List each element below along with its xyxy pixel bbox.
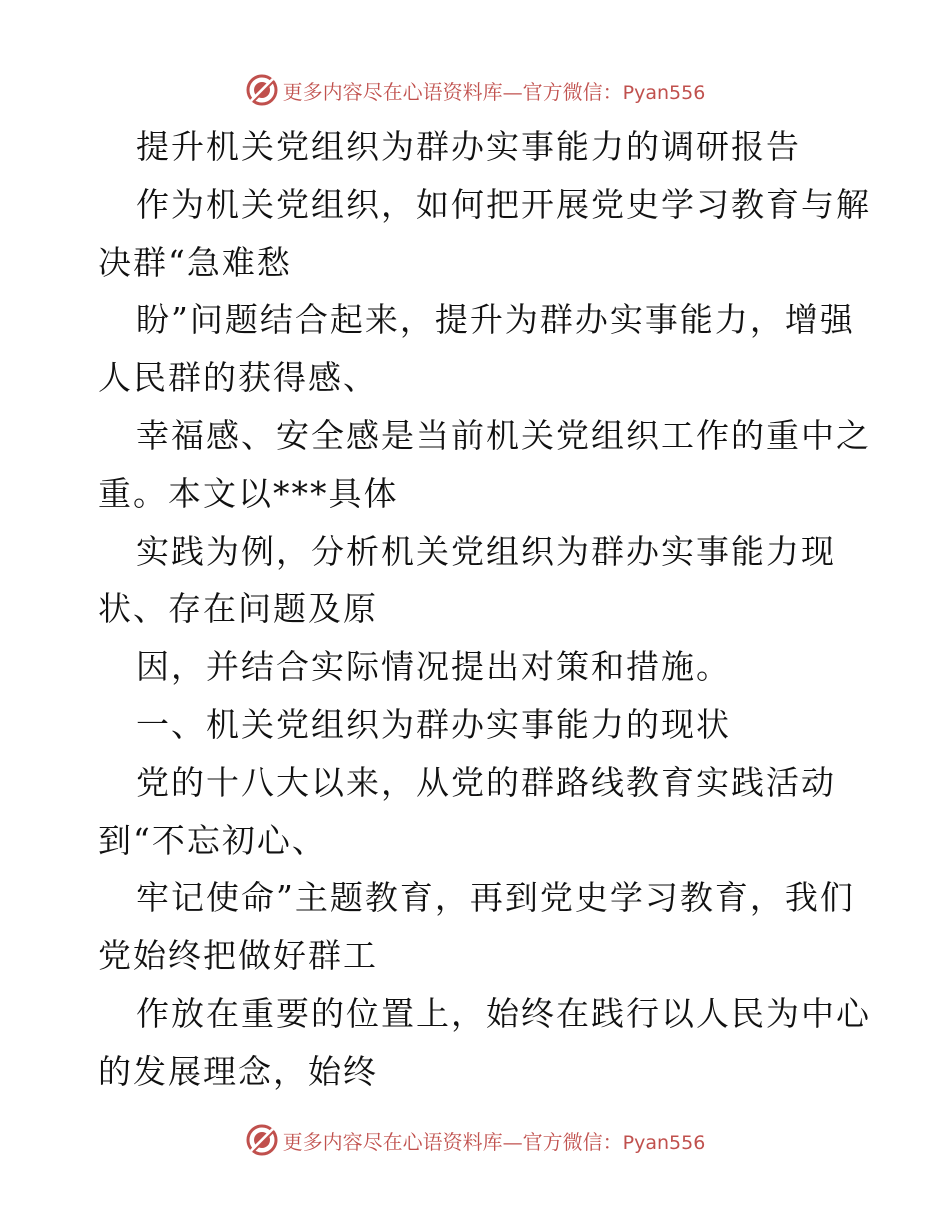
document-title: 提升机关党组织为群办实事能力的调研报告	[136, 127, 801, 166]
text-line: 状、存在问题及原	[98, 589, 378, 629]
pen-seal-icon	[245, 73, 279, 107]
text-line: 的发展理念，始终	[98, 1051, 378, 1091]
banner-wechat-label: 官方微信：	[522, 79, 623, 104]
banner-brand: 更多内容尽在心语资料库	[282, 79, 503, 104]
header-banner	[0, 70, 950, 110]
text-line: 党始终把做好群工	[98, 936, 378, 976]
banner-wechat-label: 官方微信：	[522, 1129, 623, 1154]
text-line: 牢记使命”主题教育，再到党史学习教育，我们	[136, 878, 855, 918]
text-line: 盼”问题结合起来，提升为群办实事能力，增强	[136, 300, 855, 340]
text-line: 因，并结合实际情况提出对策和措施。	[136, 647, 731, 687]
text-line: 到“不忘初心、	[98, 820, 327, 860]
text-line: 党的十八大以来，从党的群路线教育实践活动	[136, 762, 836, 802]
section-heading: 一、机关党组织为群办实事能力的现状	[136, 704, 731, 744]
pen-seal-icon	[245, 1123, 279, 1157]
banner-separator: —	[502, 79, 523, 104]
banner-text	[283, 76, 706, 105]
text-line: 作放在重要的位置上，始终在践行以人民为中心	[136, 993, 871, 1033]
document-body	[98, 118, 871, 1101]
text-line: 人民群的获得感、	[98, 358, 378, 398]
text-line: 幸福感、安全感是当前机关党组织工作的重中之	[136, 415, 871, 455]
banner-text	[283, 1126, 706, 1155]
text-line: 决群“急难愁	[98, 242, 292, 282]
text-line: 实践为例，分析机关党组织为群办实事能力现	[136, 531, 836, 571]
text-line: 作为机关党组织，如何把开展党史学习教育与解	[136, 184, 871, 224]
footer-banner	[0, 1120, 950, 1160]
banner-brand: 更多内容尽在心语资料库	[282, 1129, 503, 1154]
banner-wechat-id: Pyan556	[622, 1131, 706, 1154]
banner-wechat-id: Pyan556	[622, 81, 706, 104]
text-line: 重。本文以***具体	[98, 473, 399, 513]
banner-separator: —	[502, 1129, 523, 1154]
